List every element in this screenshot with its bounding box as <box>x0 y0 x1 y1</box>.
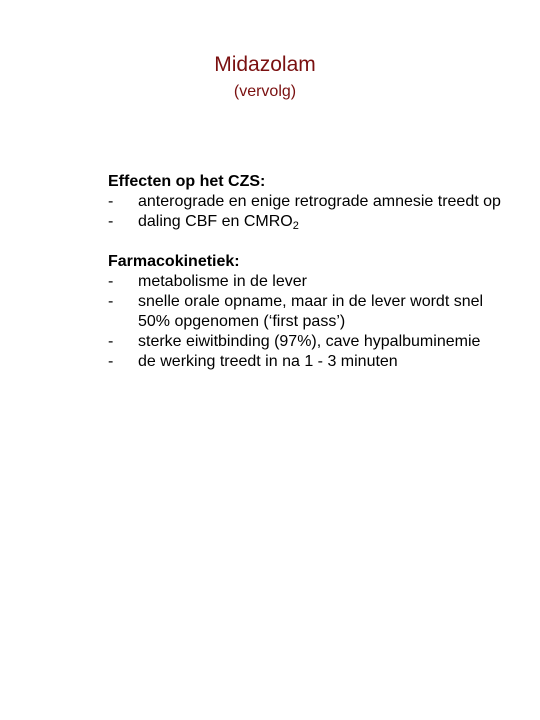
list-item <box>108 192 508 212</box>
bullet-dash: - <box>108 213 114 230</box>
bullet-dash: - <box>108 333 114 350</box>
list-item-text-with-subscript <box>138 212 508 232</box>
list-item <box>108 352 508 372</box>
bullet-dash: - <box>108 353 114 370</box>
section-pharmacokinetics <box>108 252 508 372</box>
page-subtitle: (vervolg) <box>233 83 297 100</box>
list-item-text: sterke eiwitbinding (97%), cave hypalbuminemie <box>138 333 481 350</box>
list-item-text: de werking treedt in na 1 - 3 minuten <box>138 353 398 370</box>
section-czs-effects <box>108 172 508 232</box>
bullet-list <box>108 272 508 372</box>
section-heading: Effecten op het CZS: <box>108 173 266 190</box>
section-heading: Farmacokinetiek: <box>108 253 240 270</box>
list-item-text: metabolisme in de lever <box>138 273 307 290</box>
bullet-dash: - <box>108 293 114 310</box>
list-item <box>108 332 508 352</box>
list-item-text: daling CBF en CMRO <box>138 213 293 230</box>
subscript: 2 <box>292 220 299 232</box>
bullet-list <box>108 192 508 232</box>
list-item-text: anterograde en enige retrograde amnesie treedt op <box>138 193 501 210</box>
page-title: Midazolam <box>214 53 316 76</box>
slide-content <box>108 172 508 392</box>
bullet-dash: - <box>108 273 114 290</box>
list-item-text: snelle orale opname, maar in de lever wordt snel 50% opgenomen (‘first pass’) <box>138 293 484 330</box>
list-item <box>108 292 508 332</box>
list-item <box>108 212 508 232</box>
bullet-dash: - <box>108 193 114 210</box>
list-item <box>108 272 508 292</box>
